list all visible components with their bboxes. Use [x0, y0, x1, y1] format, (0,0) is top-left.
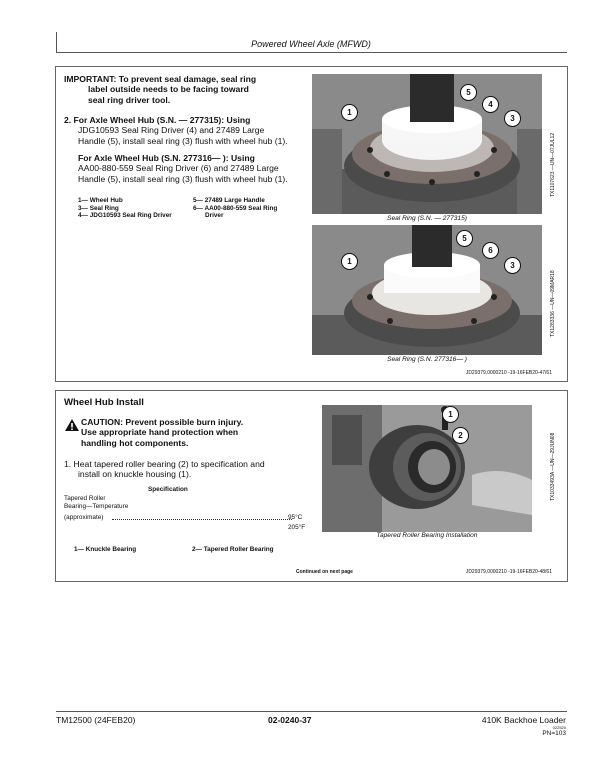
page-title: Powered Wheel Axle (MFWD) [251, 39, 371, 49]
step-line: 1. Heat tapered roller bearing (2) to specification and [64, 459, 265, 469]
callout-3: 3 [504, 257, 521, 274]
step-line: JDG10593 Seal Ring Driver (4) and 27489 Large [78, 125, 265, 136]
spec-label-line: Bearing—Temperature [64, 503, 129, 510]
step-line: For Axle Wheel Hub (S.N. 277316— ): Using [78, 153, 255, 163]
callout-1: 1 [442, 406, 459, 423]
doc-id: JD29379,0000210 -19-16FEB20-48/61 [465, 569, 552, 575]
spec-label [64, 495, 128, 511]
spec-label-line: Tapered Roller [64, 495, 106, 502]
wheel-hub-install-panel [55, 390, 568, 582]
callout-5: 5 [456, 230, 473, 247]
legend-right [193, 197, 313, 220]
step-line: Handle (5), install seal ring (3) flush with wheel hub (1). [78, 135, 288, 146]
callout-5: 5 [460, 84, 477, 101]
seal-ring-illustration [312, 225, 542, 355]
caution-note [81, 417, 321, 448]
caution-line: CAUTION: Prevent possible burn injury. [81, 417, 244, 427]
continued-note: Continued on next page [296, 569, 353, 575]
step-2-early-sn [64, 115, 314, 146]
seal-ring-photo-early [312, 74, 542, 214]
callout-3: 3 [504, 110, 521, 127]
step-1 [64, 459, 314, 480]
photo-code: TX1033493A —UN—29JUN08 [550, 432, 556, 501]
footer-manual-id: TM12500 (24FEB20) [56, 715, 136, 725]
legend-item: 4— JDG10593 Seal Ring Driver [78, 212, 172, 220]
caution-line: Use appropriate hand protection when [81, 427, 239, 438]
footer-date-code: 022520 [552, 725, 566, 730]
bearing-illustration [322, 405, 532, 532]
callout-6: 6 [482, 242, 499, 259]
legend-item: 6— AA00-880-559 Seal Ring [193, 204, 278, 212]
legend-item: 1— Knuckle Bearing [74, 546, 137, 553]
step-line: install on knuckle housing (1). [78, 469, 192, 480]
spec-approx: (approximate) [64, 514, 104, 521]
legend-item: 2— Tapered Roller Bearing [192, 546, 274, 553]
legend-item: 3— Seal Ring [78, 204, 119, 212]
footer-machine: 410K Backhoe Loader [481, 715, 566, 725]
bearing-install-photo [322, 405, 532, 532]
important-note [64, 74, 314, 105]
legend-item: 1— Wheel Hub [78, 197, 123, 204]
step-line: AA00-880-559 Seal Ring Driver (6) and 27489 Large [78, 163, 279, 174]
photo-code: TX1107623 —UN—07JUL12 [550, 132, 556, 197]
seal-ring-illustration [312, 74, 542, 214]
spec-value-celsius: 95°C [288, 514, 303, 521]
footer-page-number: 02-0240-37 [268, 715, 312, 725]
footer-pn: PN=103 [542, 730, 566, 737]
legend-item: 5— 27489 Large Handle [193, 197, 265, 204]
legend-left [78, 197, 198, 220]
step-2-late-sn [78, 153, 318, 184]
warning-triangle-icon [64, 418, 80, 432]
photo-caption: Tapered Roller Bearing Installation [376, 532, 478, 539]
photo-caption: Seal Ring (S.N. 277316— ) [387, 356, 467, 363]
photo-caption: Seal Ring (S.N. — 277315) [387, 215, 467, 222]
seal-ring-panel [55, 66, 568, 382]
doc-id: JD29379,0000210 -19-16FEB20-47/61 [465, 370, 552, 376]
important-line: IMPORTANT: To prevent seal damage, seal ring [64, 74, 257, 84]
photo-code: TX1283336 —UN—09MAR18 [550, 270, 556, 337]
spec-header: Specification [148, 486, 188, 493]
spec-value-fahrenheit: 205°F [288, 524, 306, 531]
section-title: Wheel Hub Install [64, 397, 144, 408]
important-line: label outside needs to be facing toward [88, 84, 249, 95]
header-bottom-rule [56, 52, 567, 53]
caution-line: handling hot components. [81, 437, 189, 448]
footer-rule [56, 711, 567, 712]
callout-2: 2 [452, 427, 469, 444]
spec-leader [112, 519, 292, 520]
step-line: Handle (5), install seal ring (3) flush with wheel hub (1). [78, 173, 288, 184]
step-line: 2. For Axle Wheel Hub (S.N. — 277315): Using [64, 115, 251, 125]
legend-item: Driver [205, 212, 224, 220]
callout-1: 1 [341, 253, 358, 270]
seal-ring-photo-late [312, 225, 542, 355]
important-line: seal ring driver tool. [88, 94, 171, 105]
callout-1: 1 [341, 104, 358, 121]
callout-4: 4 [482, 96, 499, 113]
